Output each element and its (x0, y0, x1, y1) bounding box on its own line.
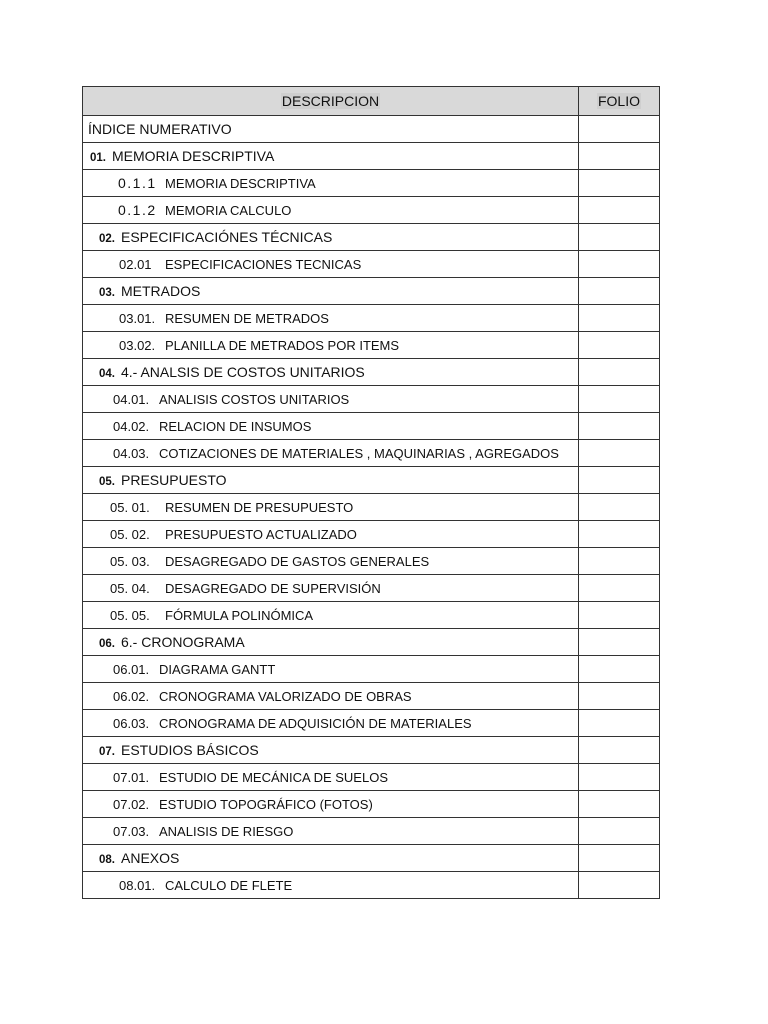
item-row (83, 413, 660, 440)
item-label: ESTUDIO TOPOGRÁFICO (FOTOS) (159, 796, 373, 812)
section-number: 07. (99, 746, 115, 758)
item-number: 04.03. (113, 445, 150, 461)
item-number: 06.03. (113, 715, 150, 731)
item-label: DIAGRAMA GANTT (159, 661, 276, 677)
item-number: 05. 01. (110, 499, 150, 515)
section-cell (83, 629, 579, 656)
section-cell (83, 467, 579, 494)
section-title: 6.- CRONOGRAMA (121, 634, 245, 650)
item-cell (83, 791, 579, 818)
folio-cell (579, 629, 660, 656)
description-header (83, 87, 579, 116)
folio-cell (579, 251, 660, 278)
item-label: RESUMEN DE METRADOS (165, 310, 329, 326)
item-number: 08.01. (119, 877, 156, 893)
folio-cell (579, 737, 660, 764)
item-label: RESUMEN DE PRESUPUESTO (165, 499, 354, 515)
folio-cell (579, 386, 660, 413)
folio-cell (579, 872, 660, 899)
item-row (83, 494, 660, 521)
item-row (83, 305, 660, 332)
item-cell (83, 197, 579, 224)
item-cell (83, 683, 579, 710)
item-cell (83, 710, 579, 737)
item-cell (83, 602, 579, 629)
section-title: ANEXOS (121, 850, 180, 866)
section-number: 06. (99, 638, 115, 650)
item-row (83, 710, 660, 737)
item-label: MEMORIA DESCRIPTIVA (165, 176, 316, 191)
item-cell (83, 305, 579, 332)
section-title: PRESUPUESTO (121, 472, 227, 488)
item-label: FÓRMULA POLINÓMICA (165, 607, 314, 623)
item-label: PLANILLA DE METRADOS POR ITEMS (165, 337, 400, 353)
section-cell (83, 224, 579, 251)
item-cell (83, 764, 579, 791)
item-row (83, 440, 660, 467)
item-number: 07.02. (113, 796, 150, 812)
item-cell (83, 548, 579, 575)
index-title: ÍNDICE NUMERATIVO (83, 116, 579, 143)
item-row (83, 251, 660, 278)
item-number: 0.1.2 (118, 202, 157, 218)
section-title: 4.- ANALSIS DE COSTOS UNITARIOS (121, 364, 365, 380)
item-row (83, 197, 660, 224)
item-label: MEMORIA CALCULO (165, 203, 292, 218)
folio-cell (579, 575, 660, 602)
folio-cell (579, 278, 660, 305)
folio-cell (579, 440, 660, 467)
item-number: 04.02. (113, 418, 150, 434)
section-cell (83, 737, 579, 764)
folio-cell (579, 683, 660, 710)
item-row (83, 818, 660, 845)
section-row (83, 278, 660, 305)
item-cell (83, 251, 579, 278)
item-row (83, 764, 660, 791)
item-row (83, 170, 660, 197)
item-label: ANALISIS COSTOS UNITARIOS (159, 391, 350, 407)
item-row (83, 521, 660, 548)
folio-cell (579, 602, 660, 629)
item-cell (83, 494, 579, 521)
item-number: 07.03. (113, 823, 150, 839)
folio-cell (579, 818, 660, 845)
item-row (83, 791, 660, 818)
folio-cell (579, 197, 660, 224)
item-label: ESPECIFICACIONES TECNICAS (165, 256, 362, 272)
item-cell (83, 170, 579, 197)
item-row (83, 332, 660, 359)
item-row (83, 656, 660, 683)
description-header-label: DESCRIPCION (281, 93, 380, 109)
folio-cell (579, 332, 660, 359)
item-number: 07.01. (113, 769, 150, 785)
item-label: ANALISIS DE RIESGO (159, 823, 294, 839)
section-cell (83, 143, 579, 170)
folio-header (579, 87, 660, 116)
index-table (82, 86, 660, 899)
item-cell (83, 386, 579, 413)
item-label: COTIZACIONES DE MATERIALES , MAQUINARIAS , AGREGADOS (159, 445, 559, 461)
folio-cell (579, 845, 660, 872)
item-cell (83, 413, 579, 440)
section-title: MEMORIA DESCRIPTIVA (112, 148, 275, 164)
folio-header-label: FOLIO (597, 93, 640, 109)
section-cell (83, 278, 579, 305)
item-cell (83, 440, 579, 467)
table-header-row (83, 87, 660, 116)
section-number: 02. (99, 233, 115, 245)
item-number: 05. 02. (110, 526, 150, 542)
item-number: 05. 04. (110, 580, 150, 596)
item-label: PRESUPUESTO ACTUALIZADO (165, 526, 357, 542)
folio-cell (579, 521, 660, 548)
folio-cell (579, 413, 660, 440)
item-number: 06.01. (113, 661, 150, 677)
section-number: 05. (99, 476, 115, 488)
folio-cell (579, 548, 660, 575)
section-row (83, 629, 660, 656)
section-row (83, 359, 660, 386)
folio-cell (579, 710, 660, 737)
section-row (83, 737, 660, 764)
section-cell (83, 359, 579, 386)
section-row (83, 845, 660, 872)
item-number: 03.01. (119, 310, 156, 326)
section-title: METRADOS (121, 283, 201, 299)
section-number: 08. (99, 854, 115, 866)
item-label: RELACION DE INSUMOS (159, 418, 312, 434)
folio-cell (579, 359, 660, 386)
item-label: CRONOGRAMA DE ADQUISICIÓN DE MATERIALES (159, 715, 472, 731)
item-cell (83, 575, 579, 602)
item-cell (83, 332, 579, 359)
section-number: 04. (99, 368, 115, 380)
item-number: 02.01 (119, 256, 152, 272)
folio-cell (579, 656, 660, 683)
index-title-row (83, 116, 660, 143)
item-number: 03.02. (119, 337, 156, 353)
item-label: CALCULO DE FLETE (165, 877, 293, 893)
item-number: 04.01. (113, 391, 150, 407)
item-row (83, 548, 660, 575)
folio-cell (579, 116, 660, 143)
item-number: 05. 03. (110, 553, 150, 569)
folio-cell (579, 764, 660, 791)
item-row (83, 872, 660, 899)
section-row (83, 467, 660, 494)
section-title: ESPECIFICACIÓNES TÉCNICAS (121, 229, 333, 245)
item-label: CRONOGRAMA VALORIZADO DE OBRAS (159, 688, 412, 704)
item-cell (83, 656, 579, 683)
item-number: 05. 05. (110, 607, 150, 623)
folio-cell (579, 143, 660, 170)
section-number: 03. (99, 287, 115, 299)
section-title: ESTUDIOS BÁSICOS (121, 742, 259, 758)
item-cell (83, 818, 579, 845)
section-number: 01. (90, 152, 106, 164)
item-row (83, 575, 660, 602)
item-number: 06.02. (113, 688, 150, 704)
item-cell (83, 872, 579, 899)
section-row (83, 224, 660, 251)
section-row (83, 143, 660, 170)
folio-cell (579, 170, 660, 197)
folio-cell (579, 494, 660, 521)
folio-cell (579, 467, 660, 494)
item-cell (83, 521, 579, 548)
item-row (83, 683, 660, 710)
folio-cell (579, 224, 660, 251)
item-number: 0.1.1 (118, 175, 157, 191)
folio-cell (579, 305, 660, 332)
item-label: DESAGREGADO DE GASTOS GENERALES (165, 553, 430, 569)
folio-cell (579, 791, 660, 818)
item-label: ESTUDIO DE MECÁNICA DE SUELOS (159, 769, 388, 785)
item-row (83, 386, 660, 413)
item-row (83, 602, 660, 629)
section-cell (83, 845, 579, 872)
item-label: DESAGREGADO DE SUPERVISIÓN (165, 580, 381, 596)
